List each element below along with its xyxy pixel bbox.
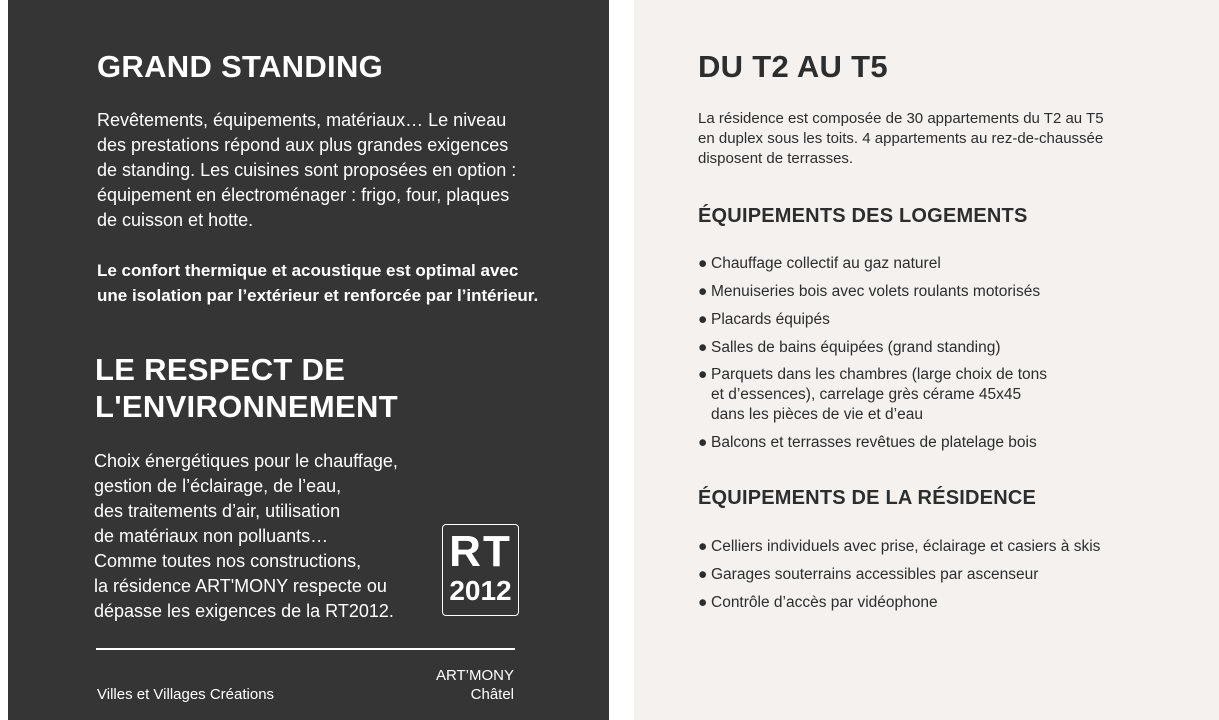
bullet-icon: ● [698,538,708,555]
footer-divider [96,648,515,650]
list-item: ● Chauffage collectif au gaz naturel [698,255,941,272]
bullet-icon: ● [698,434,708,451]
list-item: ● Celliers individuels avec prise, éclairage et casiers à skis [698,538,1101,555]
list-item: ● Placards équipés [698,311,830,328]
rt-badge-bottom: 2012 [449,575,512,606]
list-item: ● Menuiseries bois avec volets roulants motorisés [698,283,1041,300]
bullet-icon: ● [698,311,708,328]
bullet-icon: ● [698,566,708,583]
environment-title-line2: L'ENVIRONNEMENT [95,389,398,424]
environment-title [95,351,398,425]
list-item: ● Parquets dans les chambres (large choix de tons et d’essences), carrelage grès cérame 45x45 dans les pièces de vie et d’eau [698,366,1048,423]
residence-list [698,537,1198,613]
comfort-paragraph: Le confort thermique et acoustique est optimal avec une isolation par l’extérieur et renforcée par l’intérieur. [97,261,539,305]
residence-intro: La résidence est composée de 30 appartements du T2 au T5 en duplex sous les toits. 4 appartements au rez-de-chaussée disposent de terrasses. [698,110,1104,167]
rt2012-badge [442,524,519,616]
right-panel [634,0,1219,720]
rt-badge-top: RT [449,527,512,576]
footer-project-location: Châtel [470,686,514,703]
bullet-icon: ● [698,255,708,272]
environment-paragraph: Choix énergétiques pour le chauffage, gestion de l’éclairage, de l’eau, des traitements d’air, utilisation de matériaux non polluants… Comme toutes nos constructions, la résidence ART'MONY respecte ou dépasse les exigences de la RT2012. [94,451,398,621]
list-item: ● Balcons et terrasses revêtues de platelage bois [698,434,1037,451]
footer-project [436,666,514,704]
footer-company: Villes et Villages Créations [97,686,275,703]
bullet-icon: ● [698,366,708,383]
residence-title: ÉQUIPEMENTS DE LA RÉSIDENCE [698,487,1037,509]
logements-title: ÉQUIPEMENTS DES LOGEMENTS [698,205,1028,227]
bullet-icon: ● [698,339,708,356]
list-item: ● Garages souterrains accessibles par ascenseur [698,566,1039,583]
t2-t5-title: DU T2 AU T5 [698,49,888,84]
list-item: ● Contrôle d’accès par vidéophone [698,594,938,611]
grand-standing-title: GRAND STANDING [97,49,384,84]
bullet-icon: ● [698,283,708,300]
environment-title-line1: LE RESPECT DE [95,352,346,387]
bullet-icon: ● [698,594,708,611]
logements-list [698,254,1198,453]
list-item: ● Salles de bains équipées (grand standing) [698,339,1001,356]
grand-standing-paragraph: Revêtements, équipements, matériaux… Le niveau des prestations répond aux plus grandes exigences de standing. Les cuisines sont proposées en option : équipement en électroménager : frigo, four, plaques de cuisson et hotte. [97,110,517,230]
footer-project-name: ART’MONY [435,667,514,684]
left-panel [8,0,609,720]
